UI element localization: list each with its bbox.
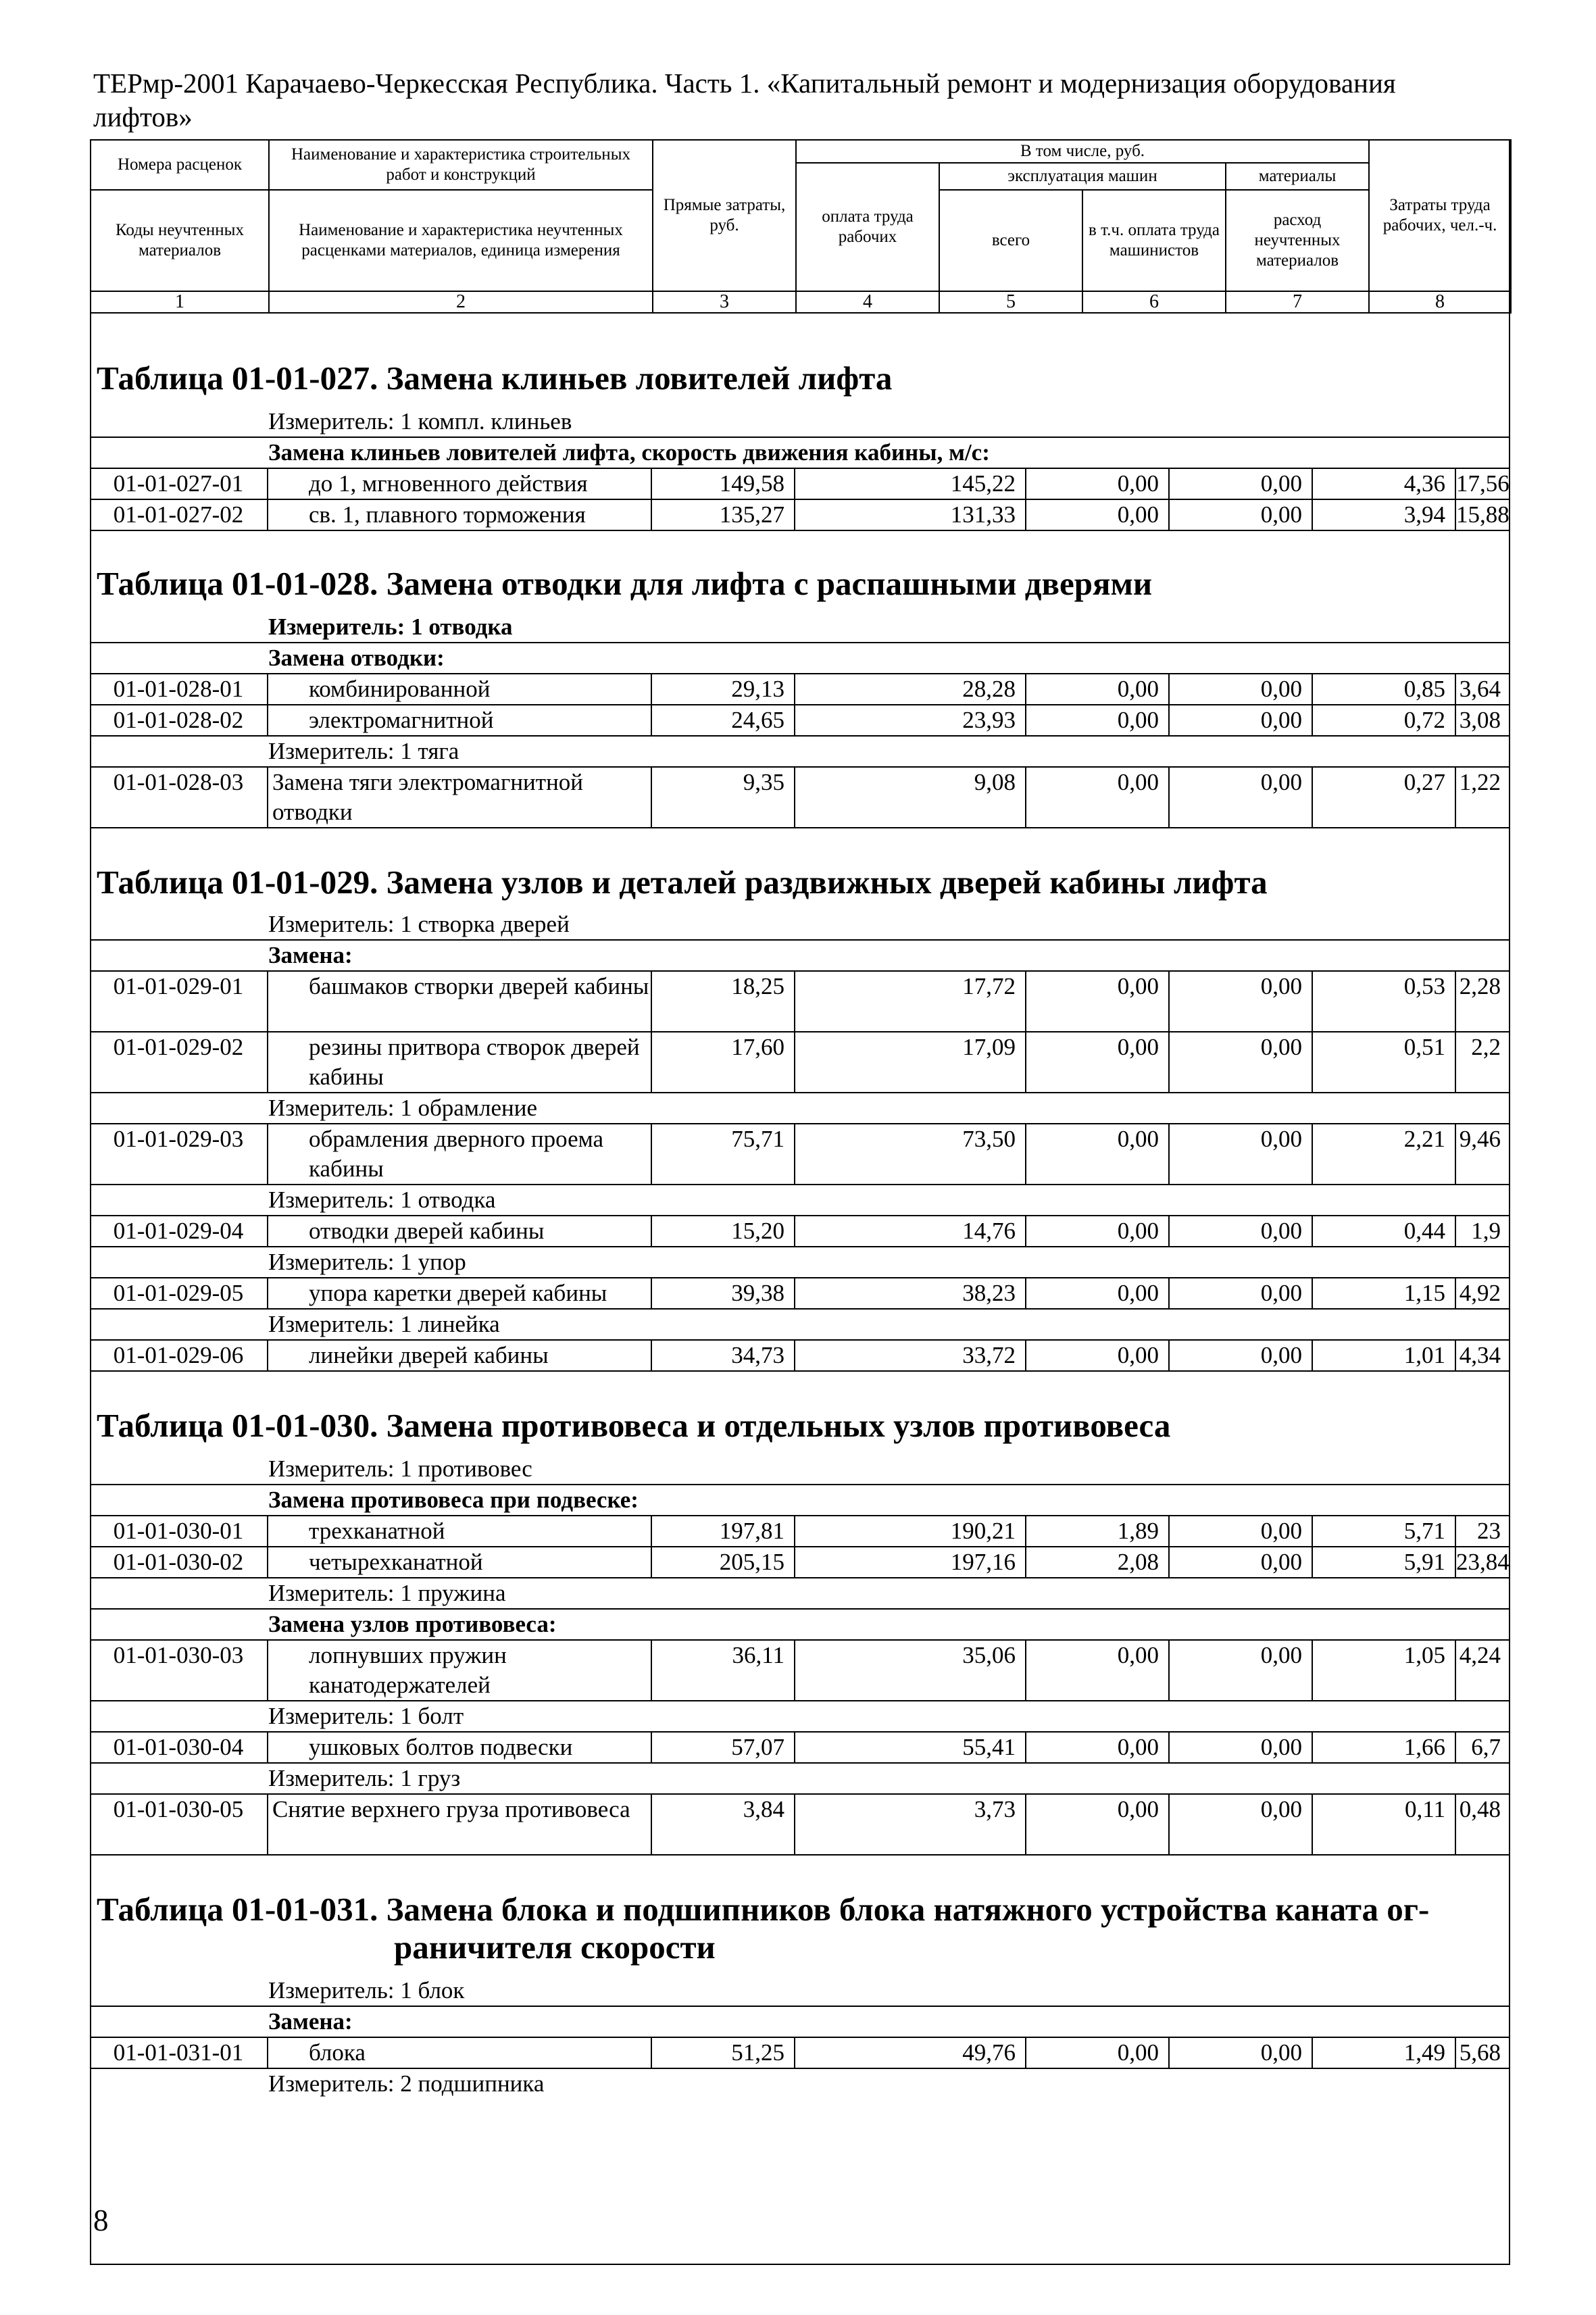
header-material-names: Наименование и характеристика неучтенных расценками материалов, единица измерения — [269, 190, 653, 291]
col-number: 7 — [1226, 291, 1369, 313]
measure-row — [90, 1976, 1510, 2006]
materials: 0,53 — [1403, 973, 1445, 999]
direct-cost: 39,38 — [731, 1280, 784, 1306]
rate-name: Снятие верхнего груза противовеса — [272, 1796, 630, 1822]
header-material-codes: Коды неучтенных материалов — [91, 190, 269, 291]
rate-name: до 1, мгновенного действия — [309, 470, 588, 497]
table-row — [90, 1639, 1510, 1701]
labor-hours: 0,48 — [1459, 1796, 1501, 1822]
group-row — [90, 2006, 1510, 2037]
worker-pay: 131,33 — [950, 501, 1016, 528]
group-label: Замена отводки: — [268, 645, 445, 671]
rate-name: блока — [309, 2039, 366, 2066]
worker-pay: 197,16 — [950, 1549, 1016, 1575]
header-labor-costs: Затраты труда рабочих, чел.-ч. — [1369, 140, 1511, 291]
labor-hours: 2,2 — [1471, 1034, 1501, 1060]
operator-pay: 0,00 — [1260, 769, 1302, 795]
measure-row — [90, 1185, 1510, 1215]
labor-hours: 4,34 — [1459, 1342, 1501, 1368]
measure-label: Измеритель: 1 противовес — [268, 1455, 532, 1482]
machines-total: 1,89 — [1117, 1518, 1159, 1544]
measure-label: Измеритель: 1 отводка — [268, 614, 513, 640]
direct-cost: 205,15 — [719, 1549, 784, 1575]
measure-row — [90, 612, 1510, 642]
materials: 0,85 — [1403, 676, 1445, 702]
materials: 1,15 — [1403, 1280, 1445, 1306]
table-row — [90, 1546, 1510, 1578]
table-row — [90, 1123, 1510, 1185]
worker-pay: 38,23 — [962, 1280, 1016, 1306]
operator-pay: 0,00 — [1260, 1126, 1302, 1152]
table-row — [90, 1793, 1510, 1856]
direct-cost: 57,07 — [731, 1734, 784, 1760]
col-number: 5 — [939, 291, 1082, 313]
table-title: Таблица 01-01-030. Замена противовеса и отдельных узлов противовеса — [97, 1407, 1171, 1444]
labor-hours: 17,56 — [1456, 470, 1510, 497]
direct-cost: 135,27 — [719, 501, 784, 528]
labor-hours: 23,84 — [1456, 1549, 1510, 1575]
table-row — [90, 1731, 1510, 1764]
measure-row — [90, 407, 1510, 437]
materials: 1,05 — [1403, 1642, 1445, 1668]
worker-pay: 23,93 — [962, 707, 1016, 733]
rate-code: 01-01-029-04 — [113, 1218, 244, 1244]
group-row — [90, 939, 1510, 970]
measure-label: Измеритель: 1 линейка — [268, 1311, 500, 1337]
machines-total: 0,00 — [1117, 769, 1159, 795]
page-number: 8 — [93, 2204, 109, 2237]
table-title: Таблица 01-01-029. Замена узлов и деталей раздвижных дверей кабины лифта — [97, 864, 1268, 901]
operator-pay: 0,00 — [1260, 1549, 1302, 1575]
table-row — [90, 1032, 1510, 1093]
table-title-line1: Таблица 01-01-031. Замена блока и подшипников блока натяжного устройства каната ог- — [97, 1891, 1430, 1928]
operator-pay: 0,00 — [1260, 1734, 1302, 1760]
materials: 1,49 — [1403, 2039, 1445, 2066]
rate-code: 01-01-028-01 — [113, 676, 244, 702]
header-operator-pay: в т.ч. оплата труда машинистов — [1082, 190, 1226, 291]
table-row — [90, 1339, 1510, 1372]
table-row — [90, 468, 1510, 499]
worker-pay: 190,21 — [950, 1518, 1016, 1544]
col-number: 4 — [796, 291, 939, 313]
worker-pay: 17,72 — [962, 973, 1016, 999]
labor-hours: 3,08 — [1459, 707, 1501, 733]
operator-pay: 0,00 — [1260, 470, 1302, 497]
rate-name: комбинированной — [309, 676, 491, 702]
group-row — [90, 1484, 1510, 1515]
header-machines: эксплуатация машин — [939, 163, 1226, 190]
rate-name: линейки дверей кабины — [309, 1342, 549, 1368]
worker-pay: 14,76 — [962, 1218, 1016, 1244]
machines-total: 0,00 — [1117, 501, 1159, 528]
materials: 1,01 — [1403, 1342, 1445, 1368]
rate-name: отводки дверей кабины — [309, 1218, 545, 1244]
measure-label: Измеритель: 1 болт — [268, 1703, 464, 1729]
labor-hours: 4,24 — [1459, 1642, 1501, 1668]
table-title — [90, 1891, 1510, 1966]
labor-hours: 6,7 — [1471, 1734, 1501, 1760]
rate-name: обрамления дверного проема кабины — [309, 1126, 604, 1182]
measure-row — [90, 2069, 1510, 2099]
direct-cost: 9,35 — [743, 769, 784, 795]
machines-total: 2,08 — [1117, 1549, 1159, 1575]
direct-cost: 34,73 — [731, 1342, 784, 1368]
measure-label: Измеритель: 1 отводка — [268, 1187, 496, 1213]
table-title: Таблица 01-01-028. Замена отводки для лифта с распашными дверями — [97, 565, 1153, 602]
measure-label: Измеритель: 1 компл. клиньев — [268, 408, 572, 434]
worker-pay: 33,72 — [962, 1342, 1016, 1368]
rate-code: 01-01-028-03 — [113, 769, 244, 795]
group-label: Замена: — [268, 2008, 353, 2035]
materials: 1,66 — [1403, 1734, 1445, 1760]
rate-code: 01-01-030-05 — [113, 1796, 244, 1822]
table-row — [90, 2037, 1510, 2069]
col-number: 2 — [269, 291, 653, 313]
table-row — [90, 766, 1510, 828]
operator-pay: 0,00 — [1260, 1280, 1302, 1306]
machines-total: 0,00 — [1117, 2039, 1159, 2066]
rate-code: 01-01-029-02 — [113, 1034, 244, 1060]
direct-cost: 17,60 — [731, 1034, 784, 1060]
header-direct-costs: Прямые затраты, руб. — [653, 140, 796, 291]
measure-row — [90, 1701, 1510, 1731]
materials: 0,72 — [1403, 707, 1445, 733]
direct-cost: 149,58 — [719, 470, 784, 497]
machines-total: 0,00 — [1117, 1642, 1159, 1668]
worker-pay: 73,50 — [962, 1126, 1016, 1152]
header-work-name: Наименование и характеристика строительных работ и конструкций — [269, 140, 653, 190]
direct-cost: 24,65 — [731, 707, 784, 733]
rate-name: электромагнитной — [309, 707, 494, 733]
worker-pay: 55,41 — [962, 1734, 1016, 1760]
materials: 0,27 — [1403, 769, 1445, 795]
header-material-usage: расход неучтенных материалов — [1226, 190, 1369, 291]
rate-name: Замена тяги электромагнитной отводки — [272, 769, 584, 825]
rate-code: 01-01-030-04 — [113, 1734, 244, 1760]
table-row — [90, 673, 1510, 704]
rate-code: 01-01-030-02 — [113, 1549, 244, 1575]
col-number: 3 — [653, 291, 796, 313]
rate-code: 01-01-031-01 — [113, 2039, 244, 2066]
group-label: Замена узлов противовеса: — [268, 1611, 557, 1637]
measure-label: Измеритель: 1 створка дверей — [268, 911, 570, 937]
measure-row — [90, 1578, 1510, 1608]
materials: 0,11 — [1405, 1796, 1445, 1822]
direct-cost: 75,71 — [731, 1126, 784, 1152]
machines-total: 0,00 — [1117, 1280, 1159, 1306]
rate-code: 01-01-029-06 — [113, 1342, 244, 1368]
labor-hours: 5,68 — [1459, 2039, 1501, 2066]
rate-code: 01-01-029-01 — [113, 973, 244, 999]
rate-code: 01-01-027-02 — [113, 501, 244, 528]
operator-pay: 0,00 — [1260, 1218, 1302, 1244]
machines-total: 0,00 — [1117, 1126, 1159, 1152]
direct-cost: 15,20 — [731, 1218, 784, 1244]
labor-hours: 3,64 — [1459, 676, 1501, 702]
operator-pay: 0,00 — [1260, 1796, 1302, 1822]
header-including: В том числе, руб. — [796, 140, 1369, 163]
table-row — [90, 499, 1510, 531]
measure-row — [90, 1310, 1510, 1339]
labor-hours: 4,92 — [1459, 1280, 1501, 1306]
col-number: 1 — [91, 291, 269, 313]
worker-pay: 49,76 — [962, 2039, 1016, 2066]
machines-total: 0,00 — [1117, 707, 1159, 733]
measure-row — [90, 1454, 1510, 1484]
measure-label: Измеритель: 2 подшипника — [268, 2070, 545, 2097]
rate-name: упора каретки дверей кабины — [309, 1280, 607, 1306]
materials: 0,51 — [1403, 1034, 1445, 1060]
direct-cost: 18,25 — [731, 973, 784, 999]
rate-code: 01-01-029-03 — [113, 1126, 244, 1152]
measure-label: Измеритель: 1 упор — [268, 1249, 466, 1275]
measure-label: Измеритель: 1 блок — [268, 1977, 465, 2003]
measure-label: Измеритель: 1 обрамление — [268, 1095, 537, 1121]
operator-pay: 0,00 — [1260, 1342, 1302, 1368]
rate-name: св. 1, плавного торможения — [309, 501, 586, 528]
measure-row — [90, 1764, 1510, 1793]
header-rate-numbers: Номера расценок — [91, 140, 269, 190]
labor-hours: 9,46 — [1459, 1126, 1501, 1152]
materials: 2,21 — [1403, 1126, 1445, 1152]
operator-pay: 0,00 — [1260, 1518, 1302, 1544]
operator-pay: 0,00 — [1260, 1034, 1302, 1060]
labor-hours: 2,28 — [1459, 973, 1501, 999]
table-title-line2: раничителя скорости — [394, 1928, 716, 1966]
materials: 0,44 — [1403, 1218, 1445, 1244]
worker-pay: 35,06 — [962, 1642, 1016, 1668]
machines-total: 0,00 — [1117, 1034, 1159, 1060]
measure-row — [90, 910, 1510, 939]
machines-total: 0,00 — [1117, 1218, 1159, 1244]
materials: 3,94 — [1403, 501, 1445, 528]
worker-pay: 9,08 — [974, 769, 1016, 795]
rate-name: лопнувших пружин канатодержателей — [309, 1642, 507, 1698]
header-worker-pay: оплата труда рабочих — [796, 163, 939, 291]
rate-name: башмаков створки дверей кабины — [309, 973, 649, 999]
machines-total: 0,00 — [1117, 1796, 1159, 1822]
direct-cost: 29,13 — [731, 676, 784, 702]
group-label: Замена противовеса при подвеске: — [268, 1487, 639, 1513]
materials: 5,91 — [1403, 1549, 1445, 1575]
machines-total: 0,00 — [1117, 676, 1159, 702]
document-title: ТЕРмр-2001 Карачаево-Черкесская Республика. Часть 1. «Капитальный ремонт и модернизация оборудования лифтов» — [93, 68, 1396, 132]
operator-pay: 0,00 — [1260, 707, 1302, 733]
rate-code: 01-01-030-03 — [113, 1642, 244, 1668]
group-label: Замена клиньев ловителей лифта, скорость движения кабины, м/с: — [268, 439, 990, 466]
rate-name: ушковых болтов подвески — [309, 1734, 573, 1760]
table-row — [90, 1277, 1510, 1310]
worker-pay: 3,73 — [974, 1796, 1016, 1822]
operator-pay: 0,00 — [1260, 973, 1302, 999]
header-machines-total: всего — [939, 190, 1082, 291]
machines-total: 0,00 — [1117, 1734, 1159, 1760]
operator-pay: 0,00 — [1260, 501, 1302, 528]
measure-label: Измеритель: 1 груз — [268, 1765, 461, 1791]
rate-code: 01-01-028-02 — [113, 707, 244, 733]
materials: 5,71 — [1403, 1518, 1445, 1544]
direct-cost: 3,84 — [743, 1796, 784, 1822]
worker-pay: 17,09 — [962, 1034, 1016, 1060]
document-body — [90, 324, 1510, 2099]
machines-total: 0,00 — [1117, 973, 1159, 999]
rate-name: резины притвора створок дверей кабины — [309, 1034, 640, 1090]
operator-pay: 0,00 — [1260, 676, 1302, 702]
measure-row — [90, 1247, 1510, 1277]
machines-total: 0,00 — [1117, 1342, 1159, 1368]
group-label: Замена: — [268, 942, 353, 968]
labor-hours: 1,9 — [1471, 1218, 1501, 1244]
measure-label: Измеритель: 1 тяга — [268, 738, 459, 764]
labor-hours: 1,22 — [1459, 769, 1501, 795]
direct-cost: 51,25 — [731, 2039, 784, 2066]
rate-name: трехканатной — [309, 1518, 445, 1544]
direct-cost: 36,11 — [732, 1642, 784, 1668]
group-row — [90, 642, 1510, 673]
col-number: 8 — [1369, 291, 1511, 313]
table-row — [90, 704, 1510, 737]
machines-total: 0,00 — [1117, 470, 1159, 497]
table-row — [90, 1215, 1510, 1247]
worker-pay: 145,22 — [950, 470, 1016, 497]
measure-label: Измеритель: 1 пружина — [268, 1580, 506, 1606]
materials: 4,36 — [1403, 470, 1445, 497]
table-row — [90, 970, 1510, 1032]
labor-hours: 23 — [1477, 1518, 1501, 1544]
operator-pay: 0,00 — [1260, 2039, 1302, 2066]
header-materials: материалы — [1226, 163, 1369, 190]
rate-code: 01-01-030-01 — [113, 1518, 244, 1544]
labor-hours: 15,88 — [1456, 501, 1510, 528]
col-number: 6 — [1082, 291, 1226, 313]
measure-row — [90, 737, 1510, 766]
rate-name: четырехканатной — [309, 1549, 483, 1575]
group-row — [90, 437, 1510, 468]
direct-cost: 197,81 — [719, 1518, 784, 1544]
rate-code: 01-01-029-05 — [113, 1280, 244, 1306]
group-row — [90, 1608, 1510, 1639]
worker-pay: 28,28 — [962, 676, 1016, 702]
column-header — [90, 139, 1512, 314]
rate-code: 01-01-027-01 — [113, 470, 244, 497]
table-row — [90, 1515, 1510, 1546]
measure-row — [90, 1093, 1510, 1123]
table-title: Таблица 01-01-027. Замена клиньев ловителей лифта — [97, 359, 893, 397]
operator-pay: 0,00 — [1260, 1642, 1302, 1668]
